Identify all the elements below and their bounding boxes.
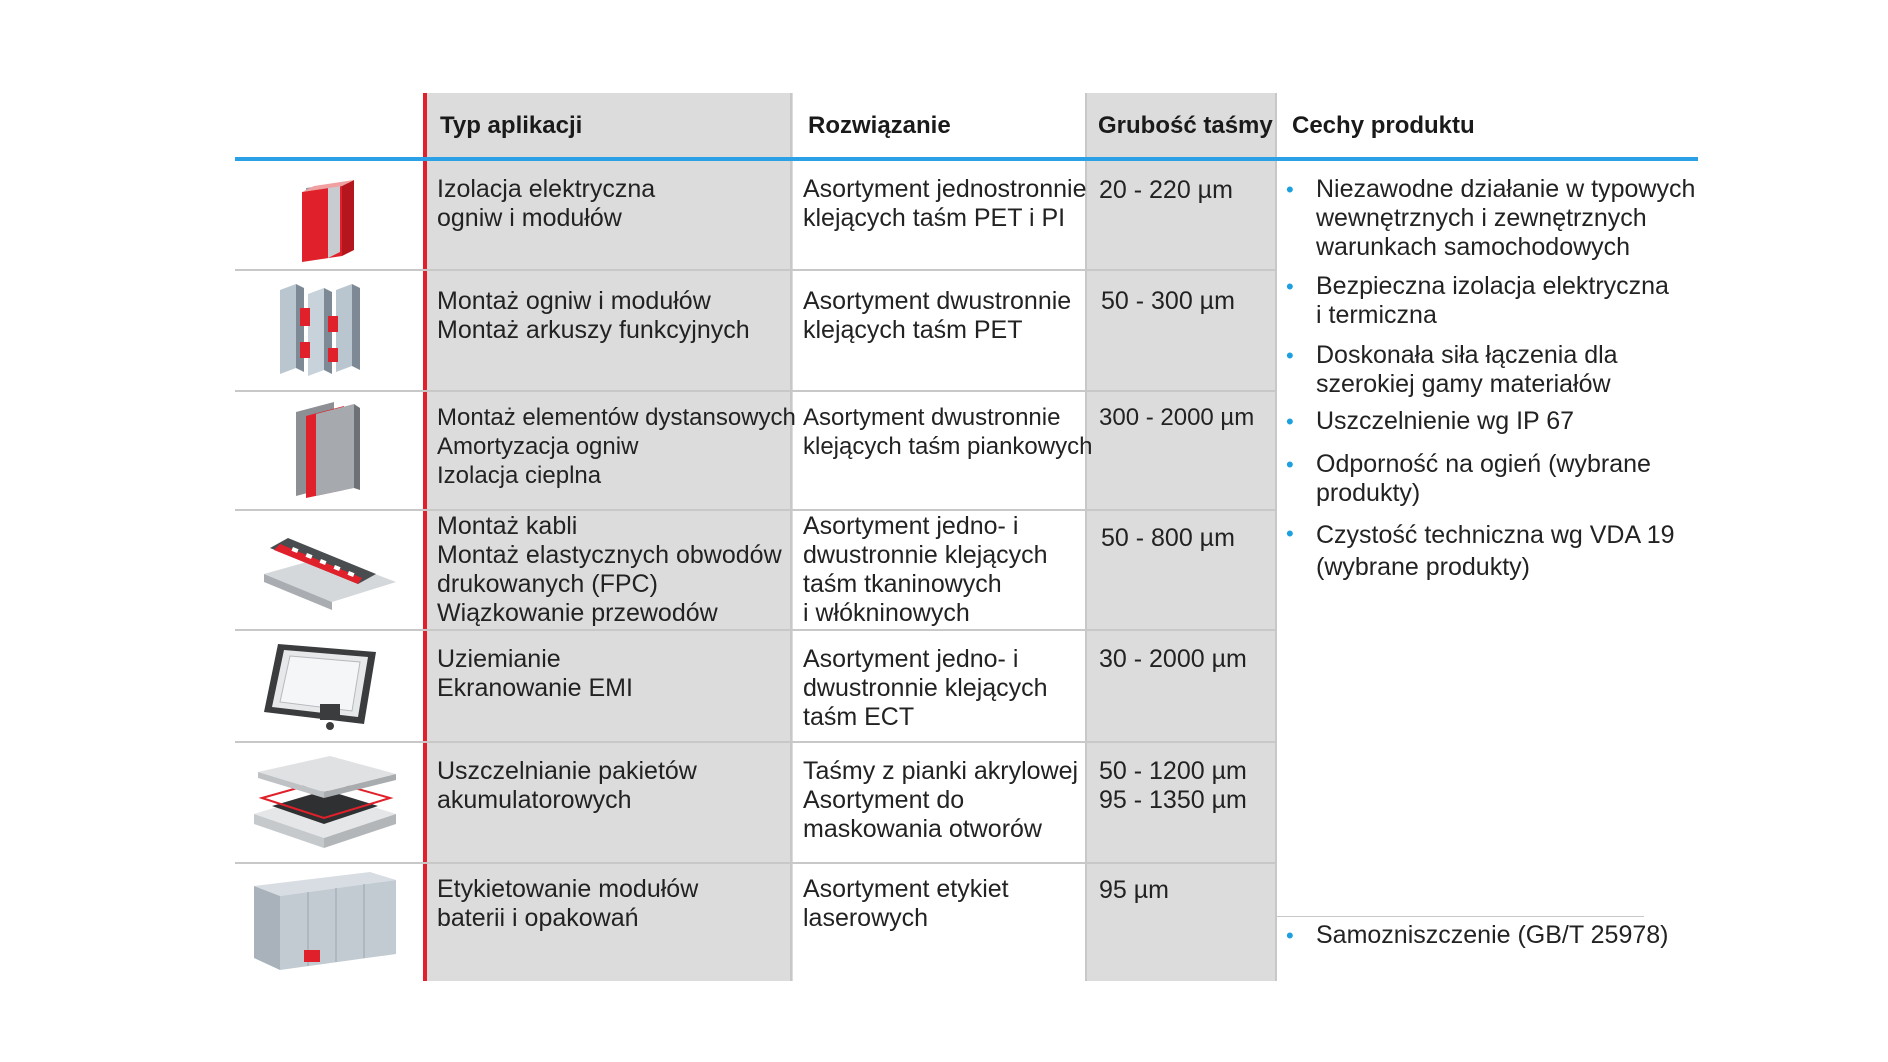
battery-module-label-icon: [250, 866, 400, 976]
solution-line: Taśmy z pianki akrylowej: [803, 757, 1079, 785]
feature-line: Odporność na ogień (wybrane: [1316, 450, 1651, 478]
feature-line: szerokiej gamy materiałów: [1316, 370, 1611, 398]
thickness-value: 20 - 220 µm: [1099, 176, 1233, 204]
solution-line: Asortyment dwustronnie: [803, 287, 1072, 315]
solution-line: laserowych: [803, 904, 929, 932]
application-cell: [437, 175, 655, 233]
thickness-value: 95 µm: [1099, 876, 1169, 904]
solution-cell: [803, 875, 1009, 933]
thickness-cell: [1099, 876, 1169, 905]
application-line: Montaż kabli: [437, 512, 578, 540]
solution-line: Asortyment jedno- i: [803, 645, 1019, 673]
thickness-cell: [1101, 524, 1235, 553]
feature-line: wewnętrznych i zewnętrznych: [1316, 204, 1647, 232]
application-line: Izolacja cieplna: [437, 462, 602, 489]
application-line: Izolacja elektryczna: [437, 175, 656, 203]
solution-line: klejących taśm PET: [803, 316, 1023, 344]
thickness-cell: [1099, 403, 1254, 432]
solution-line: dwustronnie klejących: [803, 674, 1048, 702]
application-line: Uszczelnianie pakietów: [437, 757, 697, 785]
feature-item: [1286, 341, 1696, 401]
red-insulation-panel-icon: [298, 178, 368, 264]
header-thickness: Grubość taśmy: [1098, 112, 1273, 139]
feature-line: Uszczelnienie wg IP 67: [1316, 407, 1575, 435]
battery-pack-sealing-icon: [250, 752, 400, 852]
bullet-icon: •: [1286, 177, 1294, 202]
cable-fpc-icon: [258, 520, 398, 620]
thickness-value: 300 - 2000 µm: [1099, 404, 1255, 431]
bullet-icon: •: [1286, 452, 1294, 477]
solution-line: klejących taśm piankowych: [803, 433, 1093, 460]
row-divider: [235, 741, 1276, 743]
application-line: Wiązkowanie przewodów: [437, 599, 718, 627]
application-cell: [437, 403, 796, 490]
thickness-value: 50 - 1200 µm: [1099, 757, 1247, 785]
feature-item: [1286, 272, 1696, 332]
spacer-foam-icon: [292, 398, 364, 500]
solution-line: taśm tkaninowych: [803, 570, 1002, 598]
bullet-icon: •: [1286, 923, 1294, 948]
thickness-cell: [1101, 287, 1235, 316]
bullet-icon: •: [1286, 521, 1294, 546]
feature-item: [1286, 519, 1696, 581]
solution-line: Asortyment dwustronnie: [803, 404, 1061, 431]
column-divider: [790, 93, 792, 981]
feature-line: Czystość techniczna wg VDA 19: [1316, 521, 1675, 549]
application-cell: [437, 287, 750, 345]
column-divider: [1275, 93, 1277, 981]
solution-line: klejących taśm PET i PI: [803, 204, 1066, 232]
feature-line: Doskonała siła łączenia dla: [1316, 341, 1618, 369]
application-line: baterii i opakowań: [437, 904, 639, 932]
application-cell: [437, 875, 698, 933]
solution-line: maskowania otworów: [803, 815, 1042, 843]
row-divider: [235, 629, 1276, 631]
solution-line: dwustronnie klejących: [803, 541, 1048, 569]
thickness-value: 30 - 2000 µm: [1099, 645, 1247, 673]
thickness-value: 50 - 800 µm: [1101, 524, 1235, 552]
feature-line: (wybrane produkty): [1316, 553, 1530, 581]
bullet-icon: •: [1286, 343, 1294, 368]
solution-cell: [803, 645, 1048, 732]
feature-item-last: [1286, 921, 1696, 951]
solution-cell: [803, 757, 1078, 844]
application-line: Amortyzacja ogniw: [437, 433, 639, 460]
solution-line: Asortyment jedno- i: [803, 512, 1019, 540]
application-line: Ekranowanie EMI: [437, 674, 633, 702]
row-divider: [235, 509, 1276, 511]
solution-line: Asortyment etykiet: [803, 875, 1009, 903]
cell-module-assembly-icon: [276, 280, 366, 380]
bullet-icon: •: [1286, 409, 1294, 434]
features-divider: [1277, 916, 1644, 917]
application-line: Montaż arkuszy funkcyjnych: [437, 316, 750, 344]
solution-cell: [803, 175, 1086, 233]
thickness-cell: [1099, 176, 1233, 205]
thickness-value: 95 - 1350 µm: [1099, 786, 1247, 814]
solution-line: i włókninowych: [803, 599, 970, 627]
application-cell: [437, 645, 633, 703]
solution-cell: [803, 403, 1092, 461]
thickness-cell: [1099, 757, 1247, 815]
header-application-type: Typ aplikacji: [440, 112, 583, 139]
feature-item: [1286, 175, 1696, 265]
thickness-cell: [1099, 645, 1247, 674]
red-accent-line: [423, 93, 427, 981]
solution-line: Asortyment jednostronnie: [803, 175, 1087, 203]
solution-line: taśm ECT: [803, 703, 915, 731]
feature-line: Bezpieczna izolacja elektryczna: [1316, 272, 1669, 300]
application-line: Etykietowanie modułów: [437, 875, 699, 903]
application-line: Uziemianie: [437, 645, 561, 673]
application-line: drukowanych (FPC): [437, 570, 658, 598]
feature-line: warunkach samochodowych: [1316, 233, 1631, 261]
feature-line: produkty): [1316, 479, 1421, 507]
application-line: akumulatorowych: [437, 786, 632, 814]
application-line: Montaż elastycznych obwodów: [437, 541, 782, 569]
emi-shielding-icon: [260, 640, 380, 732]
solution-line: Asortyment do: [803, 786, 965, 814]
solution-cell: [803, 287, 1071, 345]
row-divider: [235, 390, 1276, 392]
row-divider: [235, 862, 1276, 864]
bullet-icon: •: [1286, 274, 1294, 299]
feature-line: i termiczna: [1316, 301, 1437, 329]
feature-item: [1286, 450, 1696, 510]
application-line: Montaż ogniw i modułów: [437, 287, 711, 315]
application-cell: [437, 757, 697, 815]
feature-line: Samozniszczenie (GB/T 25978): [1316, 921, 1669, 949]
thickness-value: 50 - 300 µm: [1101, 287, 1235, 315]
solution-cell: [803, 512, 1048, 628]
header-solution: Rozwiązanie: [808, 112, 951, 139]
application-line: ogniw i modułów: [437, 204, 622, 232]
row-divider: [235, 269, 1276, 271]
header-features: Cechy produktu: [1292, 112, 1475, 139]
header-divider: [235, 157, 1698, 161]
application-cell: [437, 512, 782, 628]
application-line: Montaż elementów dystansowych: [437, 404, 796, 431]
feature-line: Niezawodne działanie w typowych: [1316, 175, 1696, 203]
feature-item: [1286, 407, 1696, 437]
